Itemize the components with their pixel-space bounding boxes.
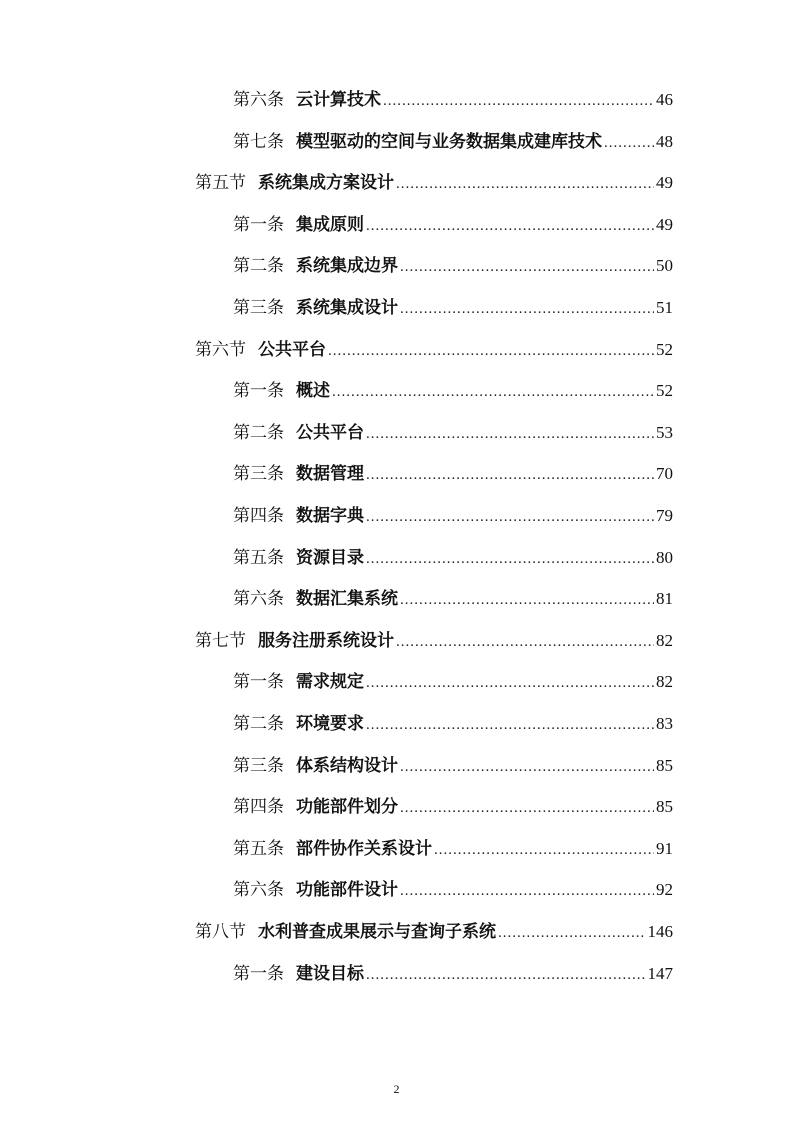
toc-entry-title: 功能部件设计 — [296, 880, 398, 901]
toc-entry[interactable] — [233, 377, 673, 405]
toc-entry-number: 第七节 — [195, 630, 246, 651]
toc-entry-number: 第二条 — [233, 256, 284, 277]
toc-entry-number: 第三条 — [233, 464, 284, 485]
toc-entry-page: 82 — [656, 630, 673, 650]
toc-entry-title: 公共平台 — [296, 422, 364, 443]
toc-leader-dots — [400, 586, 654, 614]
toc-entry-page: 51 — [656, 298, 673, 317]
toc-entry-page: 79 — [656, 506, 673, 525]
toc-entry-title: 数据管理 — [296, 464, 364, 485]
toc-entry-number: 第四条 — [233, 797, 284, 818]
toc-entry-page: 85 — [656, 755, 673, 775]
toc-leader-dots — [400, 253, 654, 281]
toc-entry[interactable] — [195, 336, 673, 364]
toc-entry-page: 52 — [656, 339, 673, 359]
toc-entry[interactable] — [233, 294, 673, 322]
toc-leader-dots — [396, 170, 654, 198]
toc-leader-dots — [498, 919, 646, 947]
toc-entry-number: 第二条 — [233, 422, 284, 443]
toc-leader-dots — [383, 87, 654, 115]
toc-leader-dots — [400, 877, 654, 905]
toc-entry-number: 第四条 — [233, 506, 284, 526]
toc-entry-title: 服务注册系统设计 — [258, 630, 394, 651]
toc-entry-title: 环境要求 — [296, 714, 364, 734]
toc-entry[interactable] — [233, 502, 673, 530]
toc-entry-number: 第三条 — [233, 298, 284, 318]
toc-leader-dots — [366, 961, 646, 989]
toc-entry-page: 48 — [656, 131, 673, 151]
toc-entry-page: 53 — [656, 422, 673, 442]
toc-entry-title: 集成原则 — [296, 214, 364, 235]
toc-leader-dots — [366, 711, 654, 739]
toc-entry-page: 147 — [647, 963, 673, 983]
toc-entry-number: 第六条 — [233, 90, 284, 110]
toc-entry-title: 云计算技术 — [296, 90, 381, 110]
toc-entry-title: 数据字典 — [296, 506, 364, 526]
toc-entry-number: 第一条 — [233, 381, 284, 402]
toc-entry-page: 83 — [656, 714, 673, 733]
toc-entry-page: 146 — [647, 922, 673, 941]
toc-entry[interactable] — [233, 544, 673, 572]
toc-entry[interactable] — [233, 252, 673, 280]
toc-leader-dots — [434, 836, 654, 864]
toc-leader-dots — [604, 129, 654, 157]
toc-entry-page: 70 — [656, 464, 673, 484]
page-number: 2 — [393, 1082, 400, 1096]
toc-entry[interactable] — [233, 710, 673, 738]
toc-entry-title: 概述 — [296, 381, 330, 402]
toc-entry-page: 46 — [656, 90, 673, 109]
toc-entry-title: 资源目录 — [296, 547, 364, 568]
toc-entry-number: 第二条 — [233, 714, 284, 734]
toc-entry-number: 第五节 — [195, 173, 246, 194]
toc-entry[interactable] — [195, 918, 673, 946]
toc-entry-page: 91 — [656, 838, 673, 858]
toc-entry-title: 水利普查成果展示与查询子系统 — [258, 922, 496, 942]
toc-entry[interactable] — [233, 86, 673, 114]
toc-entry-page: 81 — [656, 589, 673, 609]
toc-leader-dots — [366, 420, 654, 448]
toc-entry-title: 功能部件划分 — [296, 797, 398, 818]
toc-entry-title: 部件协作关系设计 — [296, 838, 432, 859]
toc-leader-dots — [366, 461, 654, 489]
toc-entry[interactable] — [233, 460, 673, 488]
toc-leader-dots — [366, 503, 654, 531]
toc-entry-title: 公共平台 — [258, 339, 326, 360]
toc-entry-number: 第六节 — [195, 339, 246, 360]
toc-entry[interactable] — [233, 793, 673, 821]
toc-entry[interactable] — [233, 211, 673, 239]
toc-leader-dots — [366, 669, 654, 697]
toc-leader-dots — [396, 628, 654, 656]
toc-entry-page: 92 — [656, 880, 673, 900]
toc-entry-number: 第七条 — [233, 131, 284, 152]
toc-entry-page: 49 — [656, 214, 673, 234]
toc-entry-number: 第八节 — [195, 922, 246, 942]
toc-entry-title: 建设目标 — [296, 963, 364, 984]
toc-entry-title: 数据汇集系统 — [296, 589, 398, 610]
toc-entry[interactable] — [195, 169, 673, 197]
toc-entry-number: 第六条 — [233, 589, 284, 610]
toc-entry-title: 需求规定 — [296, 672, 364, 693]
toc-entry[interactable] — [195, 627, 673, 655]
toc-leader-dots — [328, 337, 654, 365]
toc-entry-number: 第六条 — [233, 880, 284, 901]
toc-entry-page: 52 — [656, 381, 673, 401]
toc-entry-page: 49 — [656, 173, 673, 193]
toc-leader-dots — [400, 794, 654, 822]
toc-entry[interactable] — [233, 128, 673, 156]
toc-leader-dots — [366, 545, 654, 573]
toc-entry-page: 85 — [656, 797, 673, 817]
toc-entry[interactable] — [233, 835, 673, 863]
toc-entry[interactable] — [233, 419, 673, 447]
toc-leader-dots — [400, 295, 654, 323]
toc-entry-number: 第一条 — [233, 214, 284, 235]
toc-entry-title: 体系结构设计 — [296, 755, 398, 776]
toc-entry-title: 系统集成边界 — [296, 256, 398, 277]
toc-entry-title: 模型驱动的空间与业务数据集成建库技术 — [296, 131, 602, 152]
toc-leader-dots — [366, 212, 654, 240]
toc-entry-number: 第一条 — [233, 672, 284, 693]
toc-leader-dots — [332, 378, 654, 406]
toc-entry-page: 82 — [656, 672, 673, 692]
toc-leader-dots — [400, 753, 654, 781]
toc-entry[interactable] — [233, 585, 673, 613]
toc-entry[interactable] — [233, 960, 673, 988]
toc-entry[interactable] — [233, 668, 673, 696]
toc-entry-page: 50 — [656, 256, 673, 276]
toc-entry-number: 第五条 — [233, 547, 284, 568]
toc-entry[interactable] — [233, 752, 673, 780]
toc-entry-title: 系统集成设计 — [296, 298, 398, 318]
toc-entry-page: 80 — [656, 547, 673, 567]
toc-entry-number: 第三条 — [233, 755, 284, 776]
toc-entry-title: 系统集成方案设计 — [258, 173, 394, 194]
toc-entry-number: 第一条 — [233, 963, 284, 984]
toc-entry-number: 第五条 — [233, 838, 284, 859]
toc-entry[interactable] — [233, 876, 673, 904]
